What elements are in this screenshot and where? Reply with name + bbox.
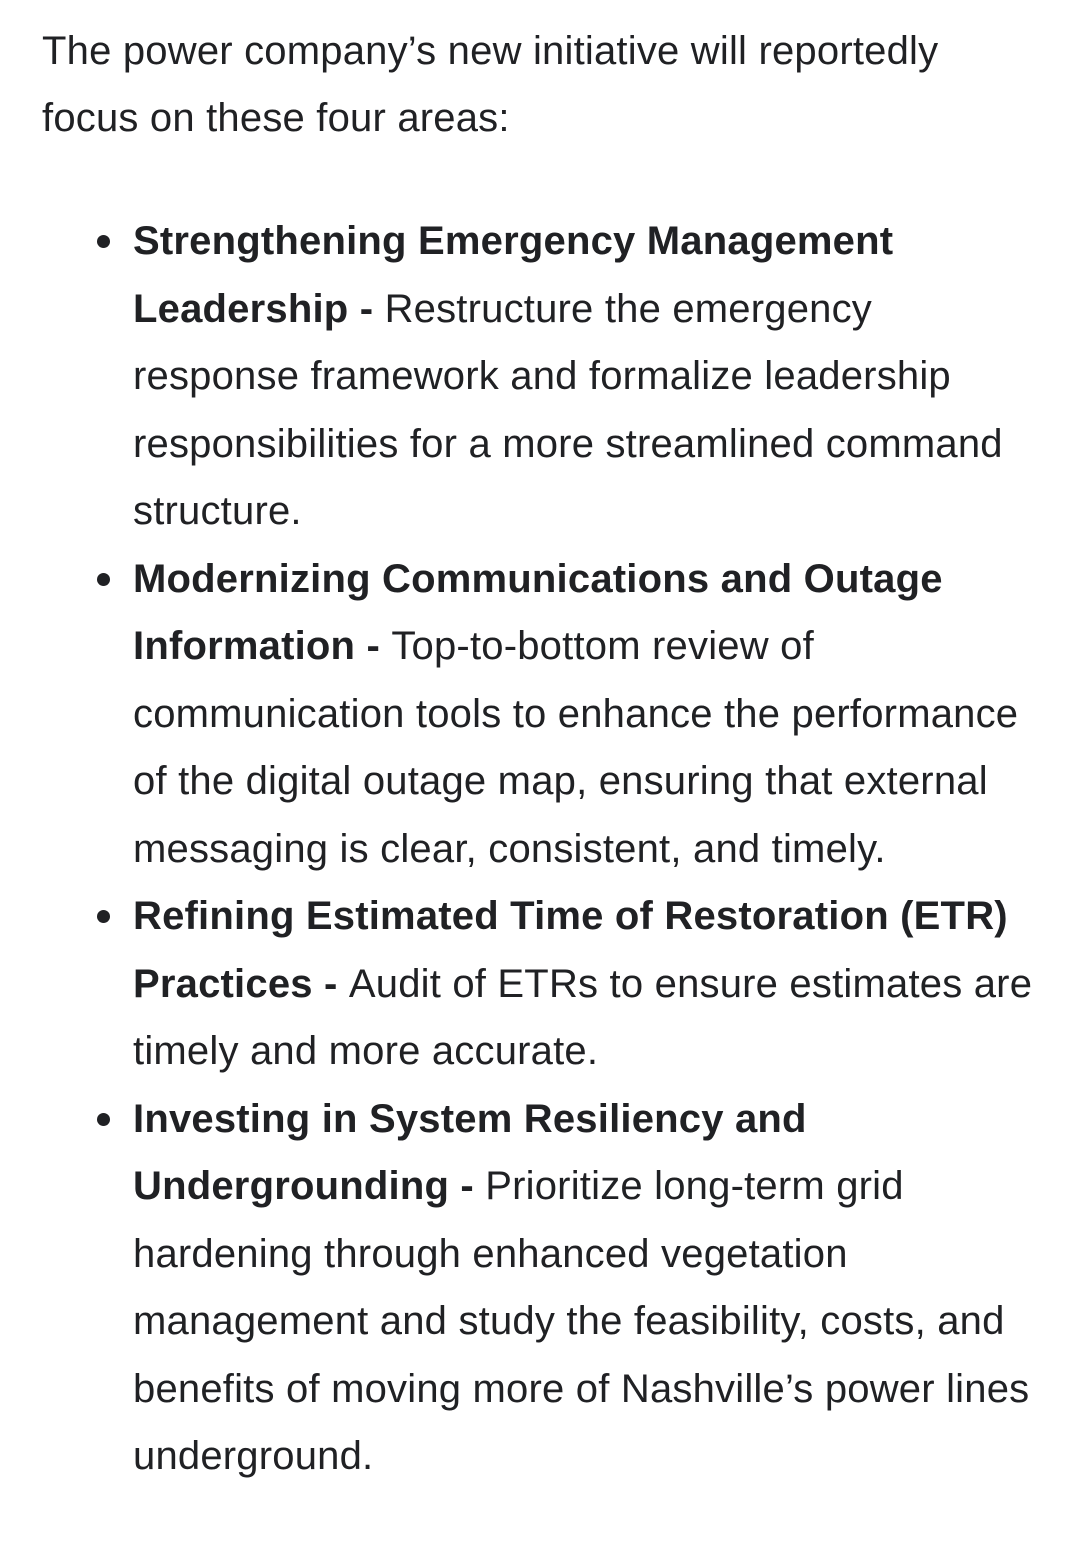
item-description: Top-to-bottom review of communication tools to enhance the performance of the digital outage map, ensuring that external messaging is clear, consistent, and timely. <box>133 624 1019 871</box>
bullet-icon <box>97 1113 110 1126</box>
item-description: Audit of ETRs to ensure estimates are timely and more accurate. <box>133 961 1033 1073</box>
focus-areas-list <box>42 208 1040 1491</box>
list-item <box>133 883 1040 1086</box>
item-title: Strengthening Emergency Management Leadership <box>133 219 894 331</box>
item-title: Modernizing Communications and Outage Information <box>133 556 943 668</box>
item-title: Investing in System Resiliency and Undergrounding <box>133 1096 807 1208</box>
bullet-icon <box>97 235 110 248</box>
list-item <box>133 1086 1040 1491</box>
item-separator: - <box>312 961 349 1006</box>
item-description: Restructure the emergency response framework and formalize leadership responsibilities for a more streamlined command structure. <box>133 286 1003 533</box>
item-separator: - <box>355 624 392 668</box>
item-title: Refining Estimated Time of Restoration (ETR) Practices <box>133 894 1008 1006</box>
list-item <box>133 208 1040 546</box>
item-description: Prioritize long-term grid hardening through enhanced vegetation management and study the feasibility, costs, and benefits of moving more of Nashville’s power lines underground. <box>133 1164 1030 1478</box>
item-separator: - <box>348 286 385 331</box>
bullet-icon <box>97 910 110 923</box>
intro-paragraph: The power company’s new initiative will reportedly focus on these four areas: <box>42 29 939 140</box>
item-separator: - <box>449 1164 486 1208</box>
bullet-icon <box>97 573 110 586</box>
list-item <box>133 546 1040 884</box>
